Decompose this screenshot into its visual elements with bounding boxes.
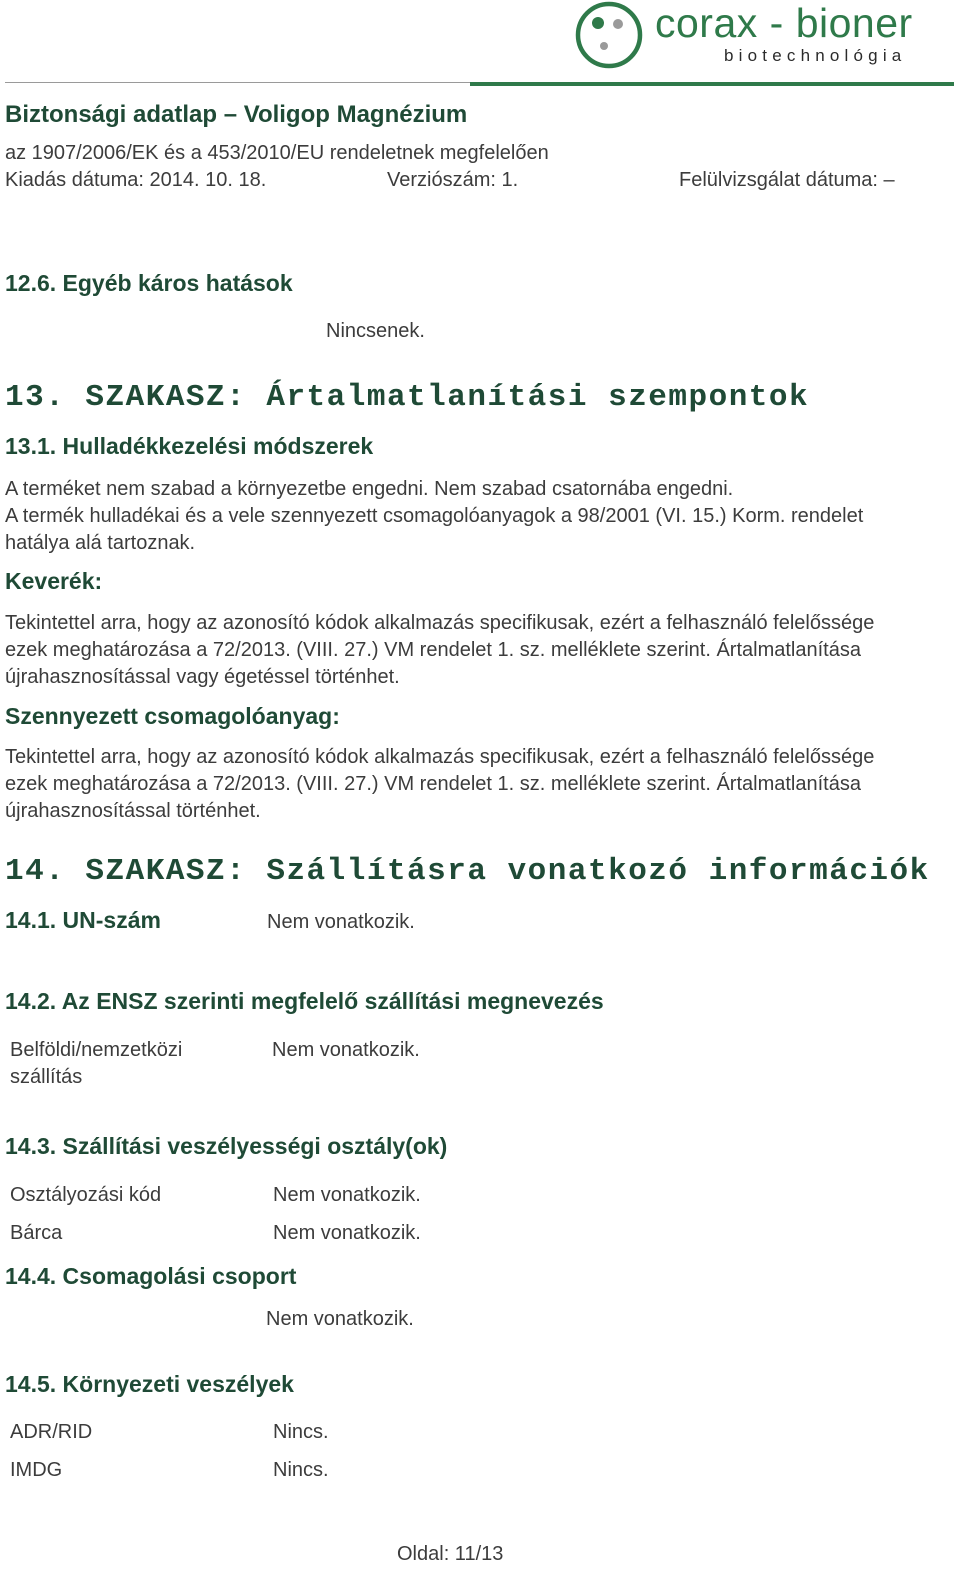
transport-label: Belföldi/nemzetközi — [10, 1039, 183, 1061]
imdg-label: IMDG — [10, 1459, 63, 1481]
section-14-4-heading: 14.4. Csomagolási csoport — [5, 1263, 297, 1289]
header-divider-thick — [470, 82, 954, 86]
issue-date: Kiadás dátuma: 2014. 10. 18. — [5, 169, 267, 191]
waste-text-line: hatálya alá tartoznak. — [5, 532, 196, 554]
class-code-value: Nem vonatkozik. — [273, 1184, 421, 1206]
section-13-1-heading: 13.1. Hulladékkezelési módszerek — [5, 433, 374, 459]
mixture-heading: Keverék: — [5, 568, 103, 594]
mixture-text-line: Tekintettel arra, hogy az azonosító kódok alkalmazás specifikusak, ezért a felhasználó felelőssége — [5, 612, 875, 634]
section-13-heading: 13. SZAKASZ: Ártalmatlanítási szempontok — [5, 380, 810, 415]
section-12-6-heading: 12.6. Egyéb káros hatások — [5, 270, 293, 296]
logo-tagline: biotechnológia — [724, 46, 907, 65]
page-number: Oldal: 11/13 — [397, 1543, 504, 1565]
version-number: Verziószám: 1. — [387, 169, 519, 191]
transport-label: szállítás — [10, 1066, 83, 1088]
waste-text-line: A terméket nem szabad a környezetbe engedni. Nem szabad csatornába engedni. — [5, 478, 734, 500]
packaging-heading: Szennyezett csomagolóanyag: — [5, 703, 340, 729]
un-number-value: Nem vonatkozik. — [267, 911, 415, 933]
section-14-5-heading: 14.5. Környezeti veszélyek — [5, 1371, 294, 1397]
packing-group-value: Nem vonatkozik. — [266, 1308, 414, 1330]
mixture-text-line: újrahasznosítással vagy égetéssel történhet. — [5, 666, 400, 688]
section-12-6-value: Nincsenek. — [326, 320, 425, 342]
section-14-3-heading: 14.3. Szállítási veszélyességi osztály(ok) — [5, 1133, 448, 1159]
label-value: Nem vonatkozik. — [273, 1222, 421, 1244]
waste-text-line: A termék hulladékai és a vele szennyezett csomagolóanyagok a 98/2001 (VI. 15.) Korm. rendelet — [5, 505, 864, 527]
imdg-value: Nincs. — [273, 1459, 329, 1481]
logo-brand: corax - bioner — [655, 0, 913, 46]
document-title: Biztonsági adatlap – Voligop Magnézium — [5, 101, 468, 128]
section-14-1-heading: 14.1. UN-szám — [5, 907, 161, 933]
regulation-line: az 1907/2006/EK és a 453/2010/EU rendeletnek megfelelően — [5, 142, 549, 164]
mixture-text-line: ezek meghatározása a 72/2013. (VIII. 27.) VM rendelet 1. sz. melléklete szerint. Ártalmatlanítása — [5, 639, 861, 661]
revision-date: Felülvizsgálat dátuma: – — [679, 169, 895, 191]
packaging-text-line: Tekintettel arra, hogy az azonosító kódok alkalmazás specifikusak, ezért a felhasználó felelőssége — [5, 746, 875, 768]
label-label: Bárca — [10, 1222, 63, 1244]
section-14-heading: 14. SZAKASZ: Szállításra vonatkozó információk — [5, 854, 930, 889]
adr-value: Nincs. — [273, 1421, 329, 1443]
section-14-2-heading: 14.2. Az ENSZ szerinti megfelelő szállítási megnevezés — [5, 988, 604, 1014]
packaging-text-line: újrahasznosítással történhet. — [5, 800, 261, 822]
adr-label: ADR/RID — [10, 1421, 93, 1443]
class-code-label: Osztályozási kód — [10, 1184, 162, 1206]
logo-mark-icon — [575, 0, 645, 70]
transport-name-value: Nem vonatkozik. — [272, 1039, 420, 1061]
packaging-text-line: ezek meghatározása a 72/2013. (VIII. 27.) VM rendelet 1. sz. melléklete szerint. Ártalmatlanítása — [5, 773, 861, 795]
header-divider-thin — [5, 82, 470, 83]
